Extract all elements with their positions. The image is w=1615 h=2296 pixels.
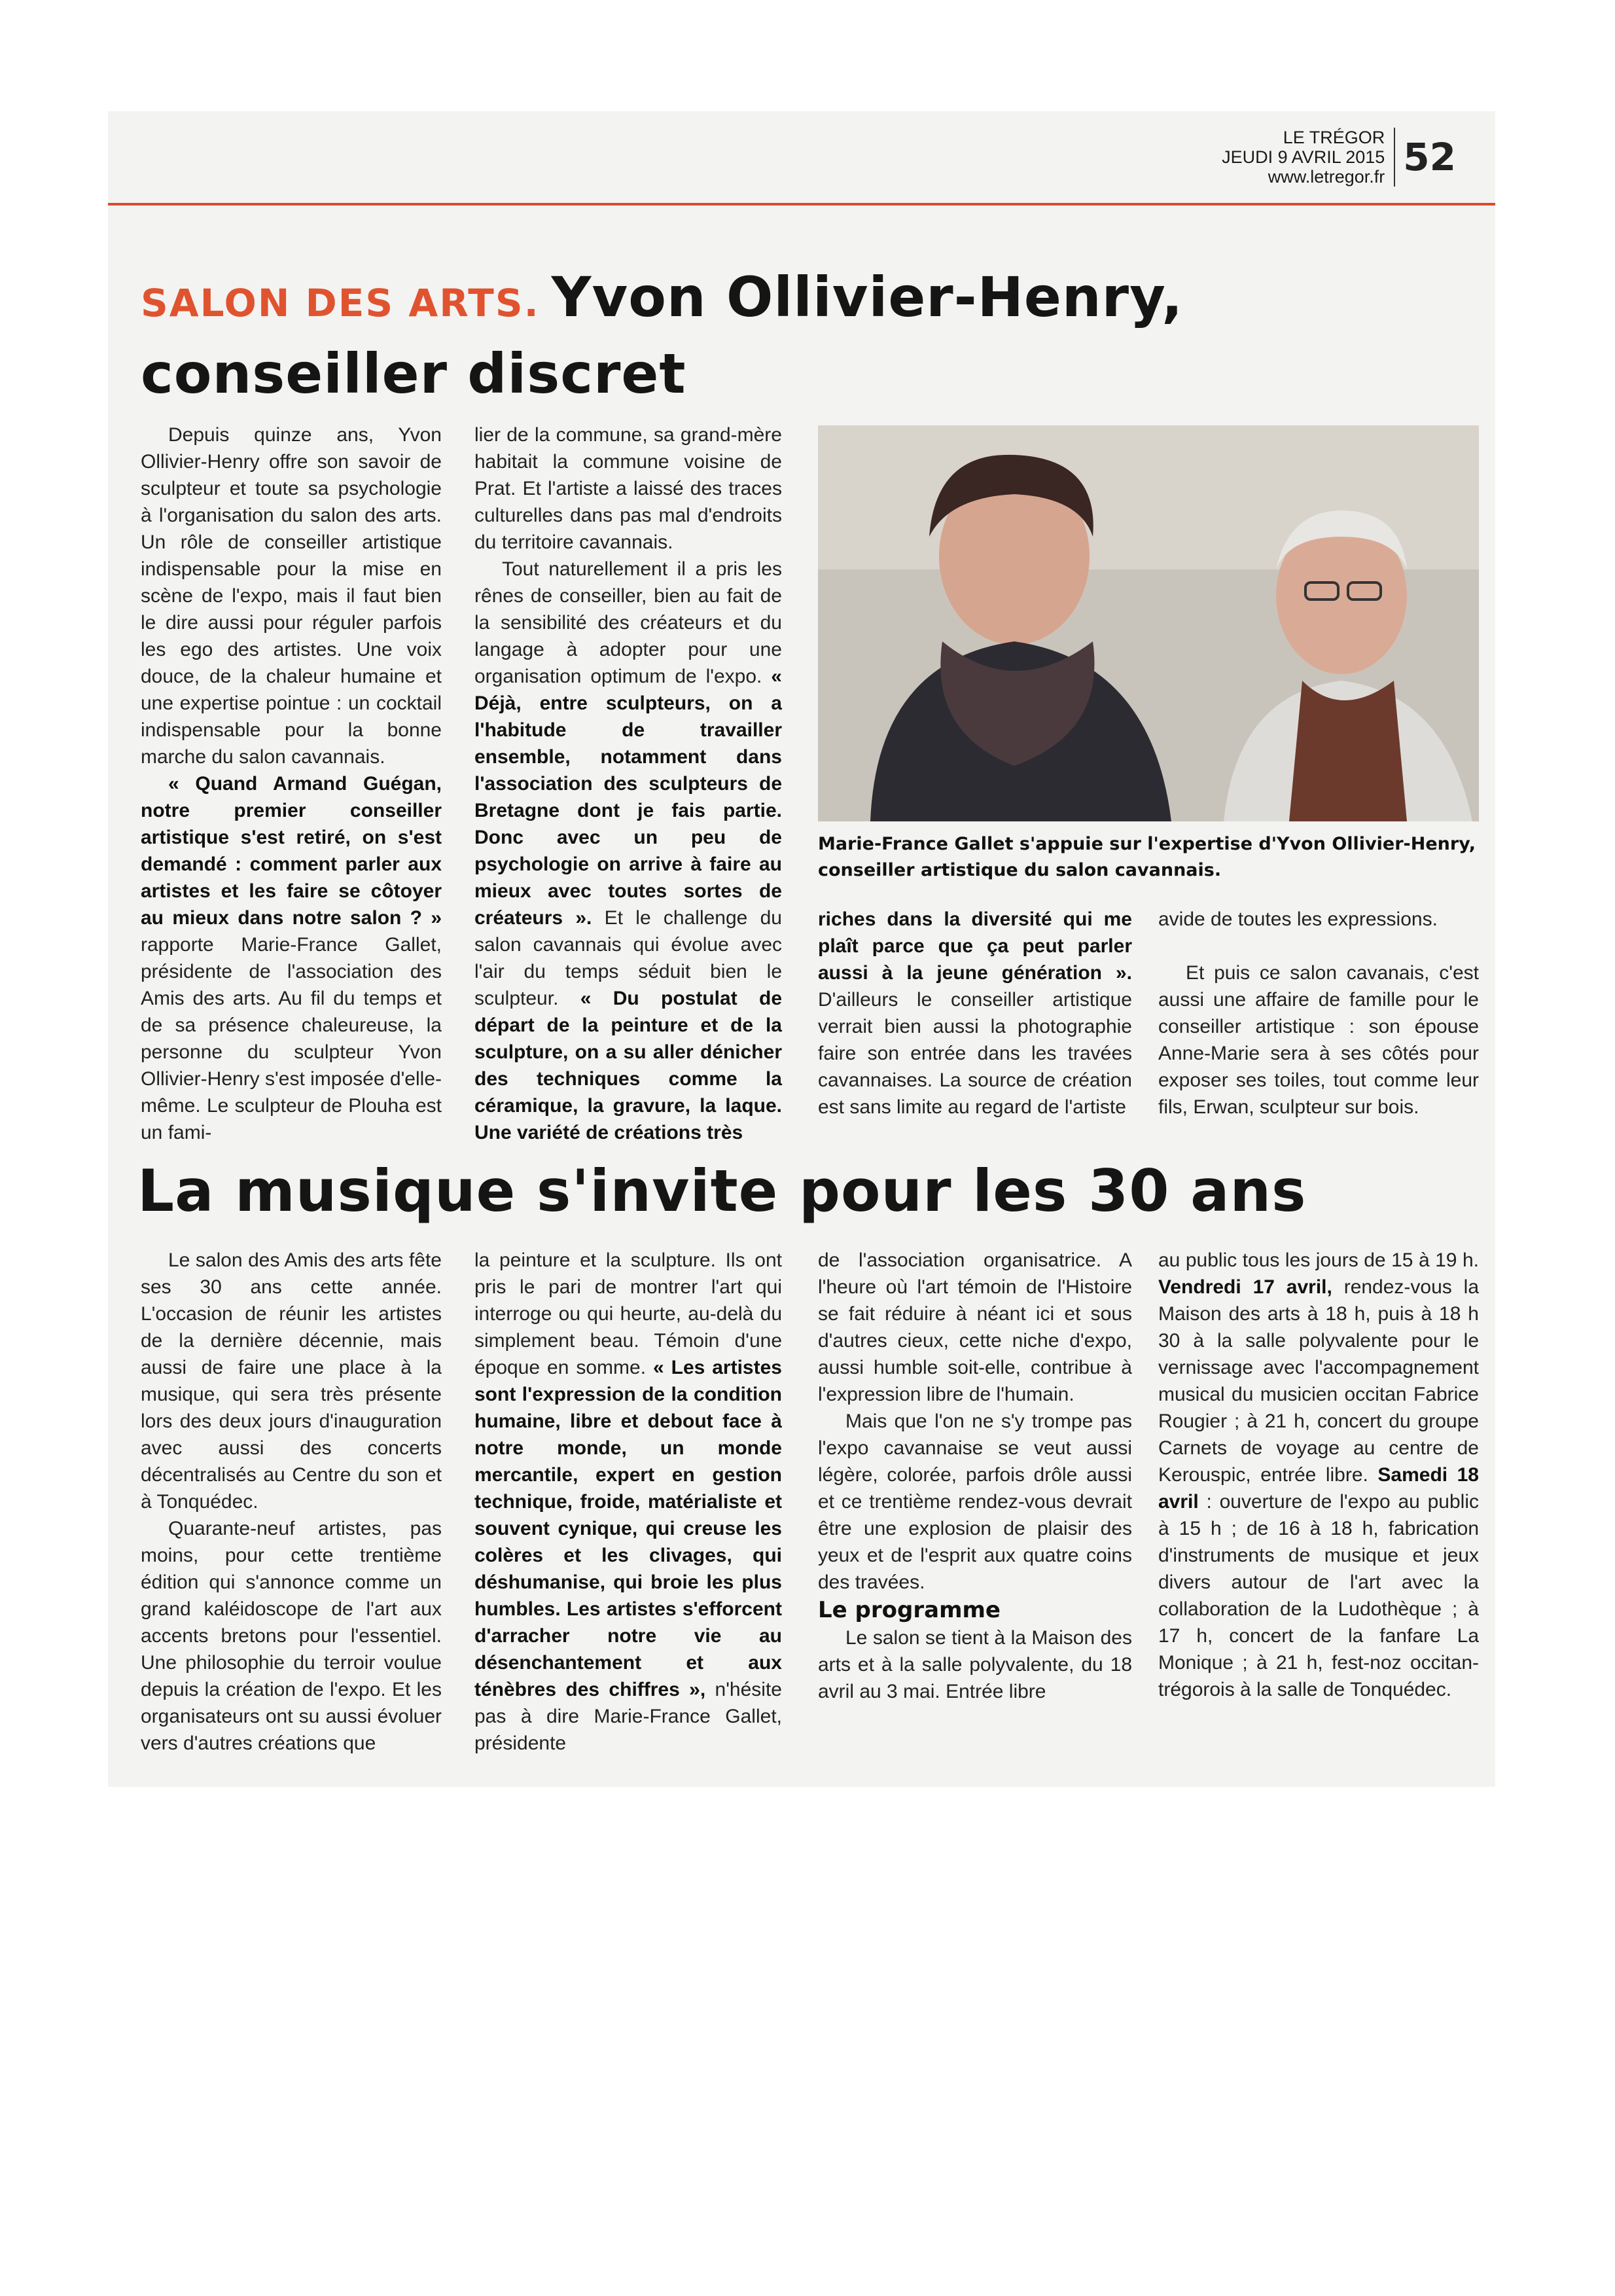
article1-column-2 — [474, 422, 782, 1143]
paragraph: Depuis quinze ans, Yvon Ollivier-Henry offre son savoir de sculpteur et toute sa psychologie à l'organisation du salon des arts. Un rôle de conseiller artistique indispensable pour la mise en scène de l'expo, mais il faut bien le dire aussi pour réguler parfois les ego des artistes. Une voix douce, de la chaleur humaine et une expertise pointue : un cocktail indispensable pour la bonne marche du salon cavannais. — [141, 424, 442, 768]
text: D'ailleurs le conseiller artistique verrait bien aussi la photographie faire son entrée dans les travées cavannaises. La source de création est sans limite au regard de l'artiste — [818, 989, 1132, 1118]
quote: « Quand Armand Guégan, notre premier conseiller artistique s'est retiré, on s'est demandé : comment parler aux artistes et les faire se côtoyer au mieux dans notre salon ? » — [141, 773, 442, 929]
text: Et le challenge du salon cavannais qui évolue avec l'air du temps séduit bien le sculpteur. — [474, 907, 782, 1009]
paragraph — [474, 556, 782, 1146]
paragraph: Le salon se tient à la Maison des arts et à la salle polyvalente, du 18 avril au 3 mai. Entrée libre — [818, 1627, 1132, 1702]
article1-kicker: SALON DES ARTS. — [141, 281, 540, 325]
paragraph — [474, 1247, 782, 1757]
programme-subhead: Le programme — [818, 1597, 1001, 1623]
header-rule — [108, 203, 1495, 206]
text: la peinture et la sculpture. Ils ont pris le pari de montrer l'art qui interroge ou qui heurte, au-delà du simplement beau. Témoin d'une époque en somme. — [474, 1249, 782, 1378]
paragraph: lier de la commune, sa grand-mère habitait la commune voisine de Prat. Et l'artiste a laissé des traces culturelles dans pas mal d'endroits du territoire cavannais. — [474, 424, 782, 553]
paragraph: Quarante-neuf artistes, pas moins, pour cette trentième édition qui s'annonce comme un grand kaléidoscope de l'art aux accents bretons pour l'essentiel. Une philosophie du terroir voulue depuis la création de l'expo. Et les organisateurs ont su aussi évoluer vers d'autres créations que — [141, 1518, 442, 1754]
paragraph: Mais que l'on ne s'y trompe pas l'expo cavannaise se veut aussi légère, colorée, parfois drôle aussi et ce trentième rendez-vous devrait être une explosion de plaisir des yeux et de l'esprit aux quatre coins des travées. — [818, 1410, 1132, 1593]
publication-date: JEUDI 9 AVRIL 2015 — [1222, 147, 1385, 167]
article1-column-4 — [1158, 906, 1479, 1141]
article1-column-3 — [818, 906, 1132, 1141]
article1-photo — [818, 425, 1479, 821]
publication-website: www.letregor.fr — [1268, 167, 1385, 187]
photo-caption: Marie-France Gallet s'appuie sur l'expertise d'Yvon Ollivier-Henry, conseiller artistique du salon cavannais. — [818, 834, 1476, 880]
article2-column-4 — [1158, 1247, 1479, 1770]
newspaper-clipping — [108, 111, 1495, 1787]
quote: « Du postulat de départ de la peinture et de la sculpture, on a su aller dénicher des techniques comme la céramique, la gravure, la laque. Une variété de créations très — [474, 988, 782, 1143]
paragraph: avide de toutes les expressions. — [1158, 908, 1438, 930]
article1-title: Yvon Ollivier-Henry, conseiller discret — [141, 265, 1184, 406]
text: au public tous les jours de 15 à 19 h. — [1158, 1249, 1479, 1271]
quote: « Les artistes sont l'expression de la condition humaine, libre et debout face à notre monde, un monde mercantile, expert en gestion technique, froide, matérialiste et souvent cynique, qui creuse les colères et les clivages, qui déshumanise, qui broie les plus humbles. Les artistes s'efforcent d'arracher notre vie au désenchantement et aux ténèbres des chiffres », — [474, 1357, 782, 1700]
article1-headline — [141, 262, 1482, 409]
article2-column-3 — [818, 1247, 1132, 1770]
paragraph — [1158, 1247, 1479, 1703]
article2-column-1 — [141, 1247, 442, 1770]
text: rendez-vous la Maison des arts à 18 h, puis à 18 h 30 à la salle polyvalente pour le vernissage avec l'accompagnement musical du musicien occitan Fabrice Rougier ; à 21 h, concert du groupe Carnets de voyage au centre de Kerouspic, entrée libre. — [1158, 1276, 1479, 1486]
quote: « Déjà, entre sculpteurs, on a l'habitude de travailler ensemble, notamment dans l'association des sculpteurs de Bretagne dont je fais partie. Donc avec un peu de psychologie on arrive à faire au mieux avec toutes sortes de créateurs ». — [474, 666, 782, 929]
text: rapporte Marie-France Gallet, présidente de l'association des Amis des arts. Au fil du temps et de sa présence chaleureuse, la personne du sculpteur Yvon Ollivier-Henry s'est imposée d'elle-même. Le sculpteur de Plouha est un fami- — [141, 934, 442, 1143]
text: n'hésite pas à dire Marie-France Gallet, présidente — [474, 1679, 782, 1754]
masthead — [1222, 128, 1456, 187]
text: : ouverture de l'expo au public à 15 h ; de 16 à 18 h, fabrication d'instruments de musique et jeux divers autour de l'art avec la collaboration de la Ludothèque ; à 17 h, concert de la fanfare La Monique ; à 21 h, fest-noz occitan-trégorois à la salle de Tonquédec. — [1158, 1491, 1479, 1700]
article2-headline: La musique s'invite pour les 30 ans — [137, 1157, 1307, 1225]
publication-name: LE TRÉGOR — [1283, 128, 1385, 147]
photo-illustration — [818, 425, 1479, 821]
paragraph — [141, 770, 442, 1146]
paragraph: Et puis ce salon cavanais, c'est aussi une affaire de famille pour le conseiller artistique : son épouse Anne-Marie sera à ses côtés pour exposer ses toiles, tout comme leur fils, Erwan, sculpteur sur bois. — [1158, 962, 1479, 1118]
page-number: 52 — [1403, 135, 1456, 179]
date-highlight: Samedi 18 avril — [1158, 1464, 1479, 1513]
article1-column-1 — [141, 422, 442, 1143]
article2-column-2 — [474, 1247, 782, 1770]
paragraph: de l'association organisatrice. A l'heure où l'art témoin de l'Histoire se fait réduire à néant ici et sous d'autres cieux, cette niche d'expo, aussi humble soit-elle, contribue à l'expression libre de l'humain. — [818, 1249, 1132, 1405]
quote: riches dans la diversité qui me plaît parce que ça peut parler aussi à la jeune génération ». — [818, 908, 1132, 984]
text: Tout naturellement il a pris les rênes de conseiller, bien au fait de la sensibilité des créateurs et du langage à adopter pour une organisation optimum de l'expo. — [474, 558, 782, 687]
paragraph: Le salon des Amis des arts fête ses 30 ans cette année. L'occasion de réunir les artistes de la dernière décennie, mais aussi de faire une place à la musique, qui sera très présente lors des deux jours d'inauguration avec aussi des concerts décentralisés au Centre du son et à Tonquédec. — [141, 1249, 442, 1513]
paragraph — [818, 906, 1132, 1121]
date-highlight: Vendredi 17 avril, — [1158, 1276, 1332, 1298]
masthead-info — [1222, 128, 1395, 187]
